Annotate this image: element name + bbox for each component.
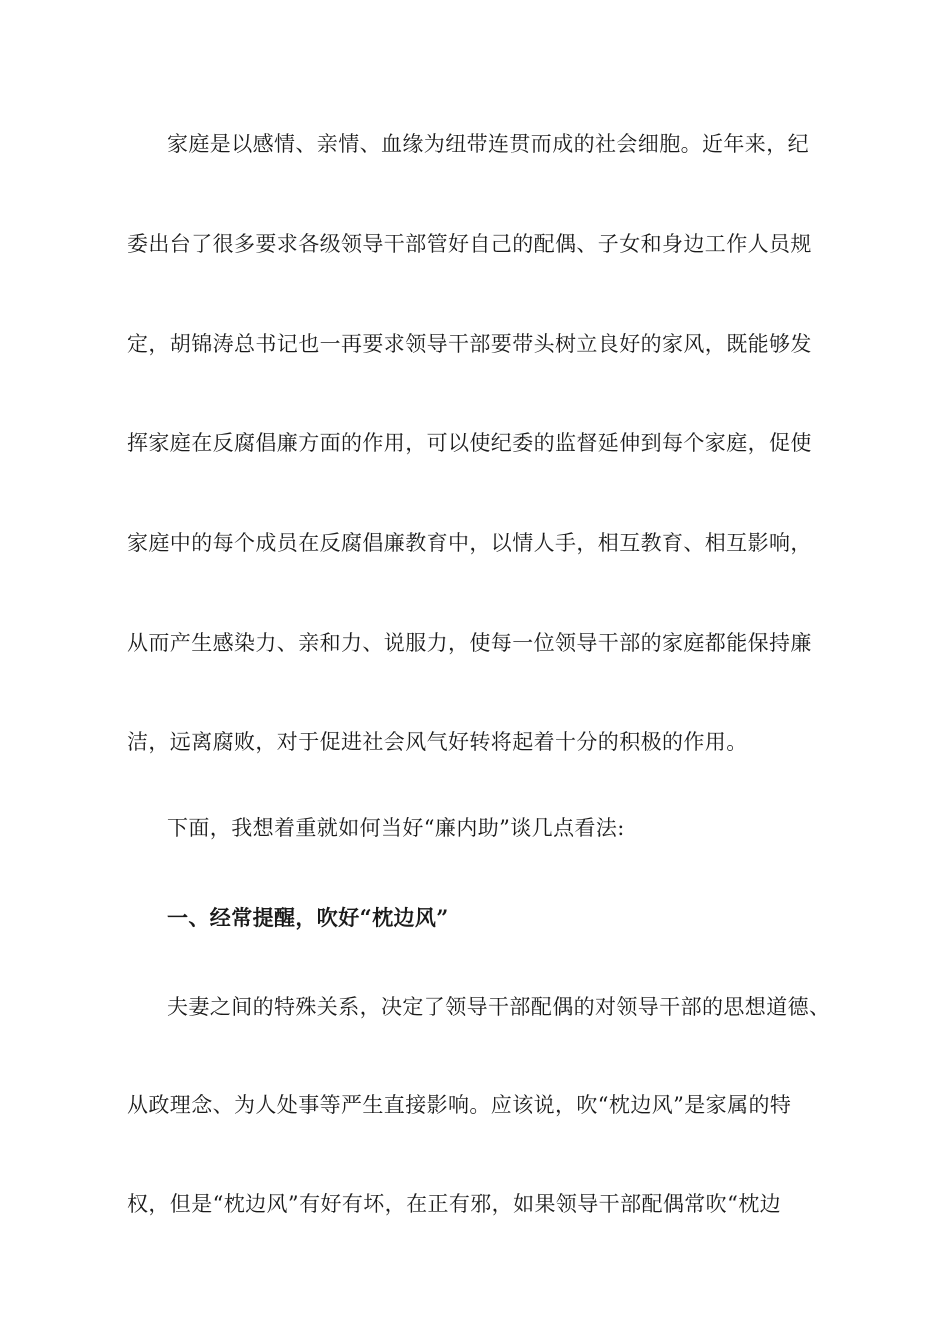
paragraph-1-line-1: 家庭是以感情、亲情、血缘为纽带连贯而成的社会细胞。近年来，纪: [167, 132, 809, 156]
paragraph-1-line-4: 挥家庭在反腐倡廉方面的作用，可以使纪委的监督延伸到每个家庭，促使: [127, 431, 812, 455]
section-heading-1: 一、经常提醒，吹好“枕边风”: [167, 905, 449, 930]
paragraph-1-line-6: 从而产生感染力、亲和力、说服力，使每一位领导干部的家庭都能保持廉: [127, 631, 812, 655]
paragraph-3-line-2: 从政理念、为人处事等严生直接影响。应该说，吹“枕边风”是家属的特: [127, 1093, 792, 1117]
paragraph-1-line-3: 定，胡锦涛总书记也一再要求领导干部要带头树立良好的家风，既能够发: [127, 332, 812, 356]
paragraph-1-line-2: 委出台了很多要求各级领导干部管好自己的配偶、子女和身边工作人员规: [127, 232, 812, 256]
paragraph-3-line-1: 夫妻之间的特殊关系，决定了领导干部配偶的对领导干部的思想道德、: [167, 995, 831, 1019]
paragraph-3-line-3: 权，但是“枕边风”有好有坏，在正有邪，如果领导干部配偶常吹“枕边: [127, 1192, 782, 1216]
paragraph-1-line-7: 洁，远离腐败，对于促进社会风气好转将起着十分的积极的作用。: [127, 730, 748, 754]
paragraph-2-line-1: 下面，我想着重就如何当好“廉内助”谈几点看法:: [167, 816, 625, 840]
paragraph-1-line-5: 家庭中的每个成员在反腐倡廉教育中，以情人手，相互教育、相互影响，: [127, 531, 812, 555]
